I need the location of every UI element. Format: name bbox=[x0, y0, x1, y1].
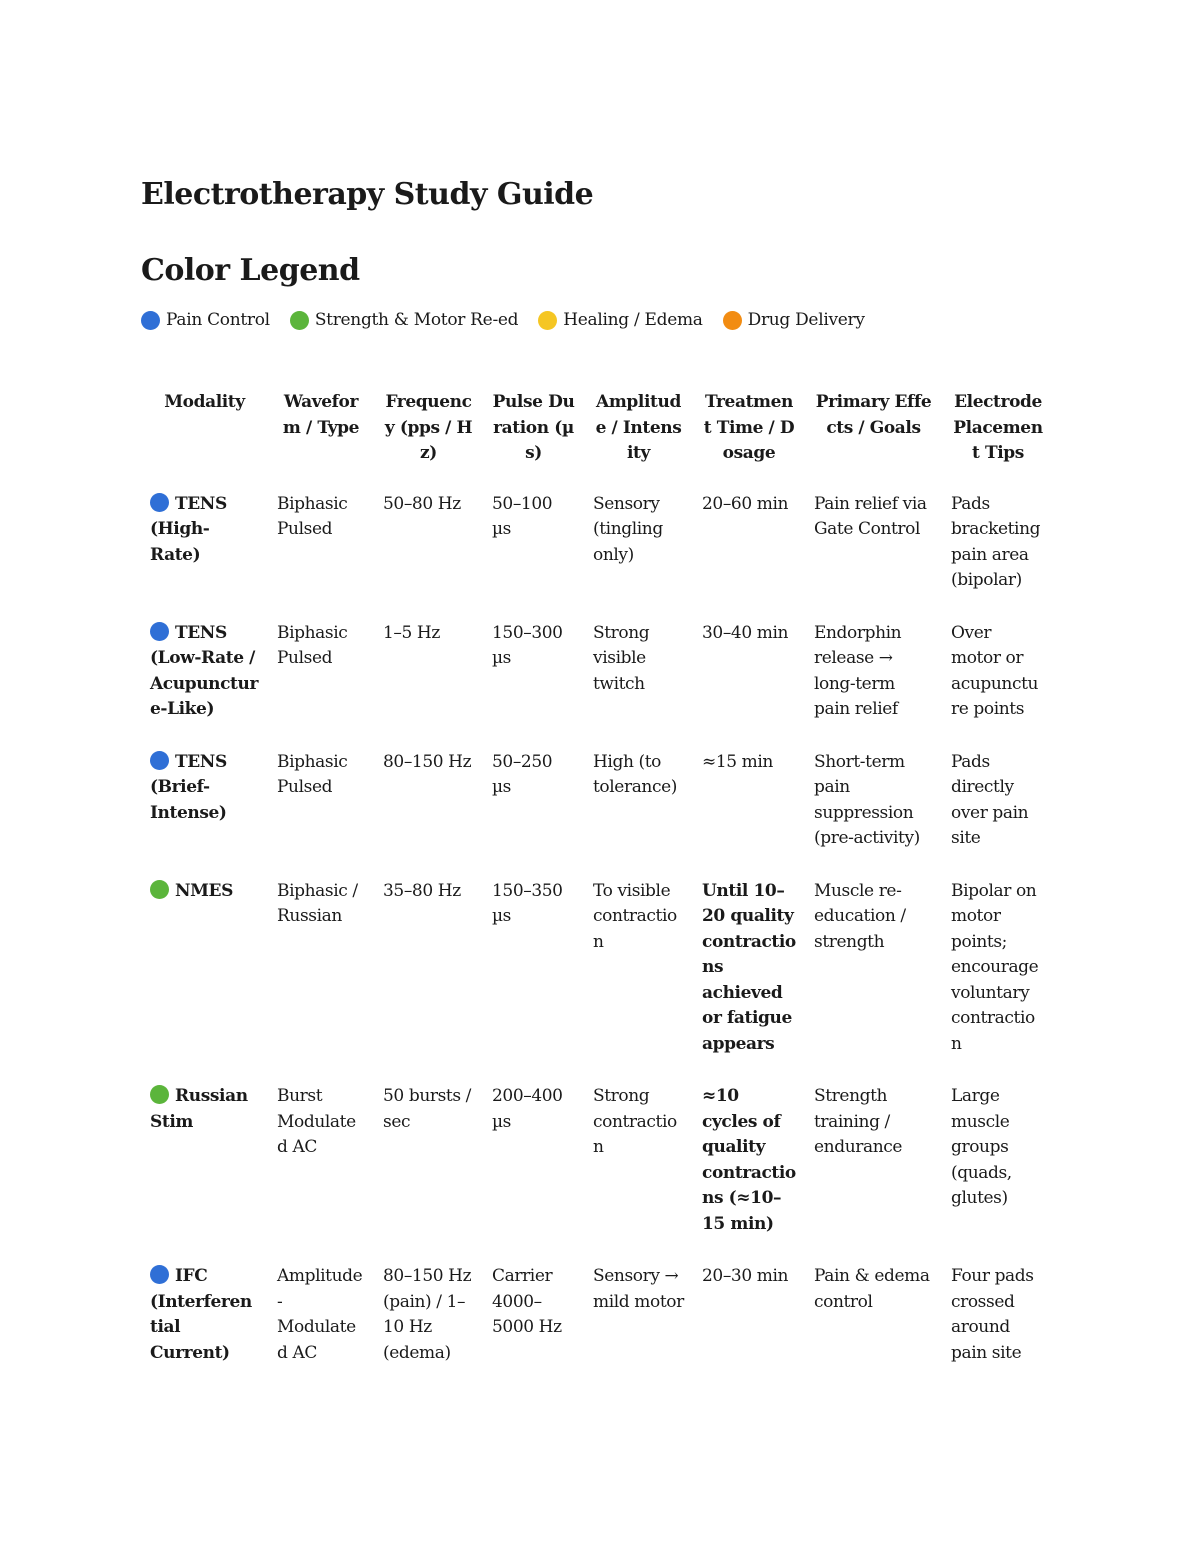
modality-name: TENS (High-Rate) bbox=[150, 493, 227, 565]
yellow-circle-icon bbox=[538, 311, 557, 330]
table-cell: Burst Modulated AC bbox=[277, 1086, 356, 1157]
table-cell bbox=[141, 743, 268, 872]
table-cell: Biphasic Pulsed bbox=[277, 622, 348, 668]
table-cell bbox=[141, 485, 268, 614]
table-cell: Pain & edema control bbox=[814, 1266, 930, 1312]
green-circle-icon bbox=[290, 311, 309, 330]
column-header: Waveform / Type bbox=[282, 392, 360, 438]
table-cell: 20–60 min bbox=[702, 493, 789, 514]
table-cell: Biphasic / Russian bbox=[277, 880, 358, 926]
table-cell: 50–250 µs bbox=[492, 751, 553, 797]
modality-name: TENS (Low-Rate / Acupuncture-Like) bbox=[150, 622, 259, 719]
legend-label: Healing / Edema bbox=[563, 310, 703, 330]
table-cell: Biphasic Pulsed bbox=[277, 751, 348, 797]
blue-circle-icon bbox=[150, 622, 169, 641]
legend-label: Drug Delivery bbox=[747, 310, 865, 330]
table-cell: Strength training / endurance bbox=[814, 1086, 903, 1157]
legend-label: Pain Control bbox=[166, 310, 270, 330]
table-cell: 80–150 Hz bbox=[383, 751, 472, 772]
table-cell: Over motor or acupuncture points bbox=[951, 622, 1039, 719]
table-cell: 35–80 Hz bbox=[383, 880, 461, 901]
table-row bbox=[141, 1257, 1054, 1386]
table-cell: Pain relief via Gate Control bbox=[814, 493, 927, 539]
table-cell: Four pads crossed around pain site bbox=[951, 1266, 1034, 1363]
column-header: Frequency (pps / Hz) bbox=[384, 392, 473, 463]
table-cell: ≈10 cycles of quality contractions (≈10–15 min) bbox=[702, 1086, 796, 1234]
modality-name: Russian Stim bbox=[150, 1086, 248, 1132]
table-cell: Endorphin release → long-term pain relief bbox=[814, 622, 902, 719]
modality-name: NMES bbox=[175, 880, 233, 901]
column-header: Modality bbox=[164, 392, 245, 412]
table-cell bbox=[141, 1077, 268, 1257]
table-cell bbox=[141, 614, 268, 743]
table-cell: 50–100 µs bbox=[492, 493, 553, 539]
table-cell: Pads directly over pain site bbox=[951, 751, 1029, 848]
table-cell: 50–80 Hz bbox=[383, 493, 461, 514]
table-body bbox=[141, 485, 1054, 1387]
table-cell: Pads bracketing pain area (bipolar) bbox=[951, 493, 1041, 590]
column-header: Electrode Placement Tips bbox=[953, 392, 1043, 463]
table-cell: Short-term pain suppression (pre-activity) bbox=[814, 751, 920, 848]
table-cell: Sensory (tingling only) bbox=[593, 493, 663, 565]
table-cell: Strong contraction bbox=[593, 1086, 677, 1157]
table-cell: Bipolar on motor points; encourage voluntary contraction bbox=[951, 880, 1039, 1054]
legend-item bbox=[723, 308, 865, 332]
document-page bbox=[141, 172, 1061, 1386]
table-row bbox=[141, 485, 1054, 614]
legend-item bbox=[141, 308, 270, 332]
legend-label: Strength & Motor Re-ed bbox=[314, 310, 519, 330]
table-cell: 150–350 µs bbox=[492, 880, 563, 926]
table-row bbox=[141, 872, 1054, 1078]
table-cell: 20–30 min bbox=[702, 1266, 789, 1286]
table-cell: Amplitude-Modulated AC bbox=[277, 1266, 363, 1363]
table-cell bbox=[141, 1257, 268, 1386]
table-cell: 200–400 µs bbox=[492, 1086, 563, 1132]
modality-name: TENS (Brief-Intense) bbox=[150, 751, 227, 823]
column-header: Treatment Time / Dosage bbox=[703, 392, 795, 463]
column-header: Pulse Duration (µs) bbox=[492, 392, 575, 463]
legend-item bbox=[290, 308, 518, 332]
orange-circle-icon bbox=[723, 311, 742, 330]
table-cell: Strong visible twitch bbox=[593, 622, 650, 694]
column-header: Amplitude / Intensity bbox=[595, 392, 682, 463]
table-cell: Biphasic Pulsed bbox=[277, 493, 348, 539]
table-row bbox=[141, 1077, 1054, 1257]
color-legend bbox=[141, 308, 1061, 332]
table-cell: Until 10–20 quality contractions achieved or fatigue appears bbox=[702, 880, 796, 1054]
table-cell: Muscle re-education / strength bbox=[814, 880, 906, 952]
blue-circle-icon bbox=[150, 493, 169, 512]
table-header-row bbox=[141, 384, 1054, 485]
table-cell: 80–150 Hz (pain) / 1–10 Hz (edema) bbox=[383, 1266, 472, 1363]
table-cell: 1–5 Hz bbox=[383, 622, 440, 643]
table-cell: 50 bursts / sec bbox=[383, 1086, 472, 1132]
modality-name: IFC (Interferential Current) bbox=[150, 1266, 252, 1363]
table-cell: Sensory → mild motor bbox=[593, 1266, 684, 1312]
blue-circle-icon bbox=[150, 1265, 169, 1284]
document-title: Electrotherapy Study Guide bbox=[141, 177, 594, 212]
blue-circle-icon bbox=[141, 311, 160, 330]
blue-circle-icon bbox=[150, 751, 169, 770]
table-cell: Carrier 4000–5000 Hz bbox=[492, 1266, 562, 1337]
table-cell: To visible contraction bbox=[593, 880, 677, 952]
table-cell: Large muscle groups (quads, glutes) bbox=[951, 1086, 1012, 1208]
table-row bbox=[141, 743, 1054, 872]
table-cell: High (to tolerance) bbox=[593, 751, 677, 797]
table-cell bbox=[141, 872, 268, 1078]
legend-item bbox=[538, 308, 702, 332]
column-header: Primary Effects / Goals bbox=[815, 392, 932, 438]
green-circle-icon bbox=[150, 880, 169, 899]
modality-table bbox=[141, 384, 1054, 1386]
legend-heading: Color Legend bbox=[141, 253, 360, 288]
table-cell: 30–40 min bbox=[702, 622, 789, 643]
table-cell: ≈15 min bbox=[702, 751, 773, 772]
green-circle-icon bbox=[150, 1085, 169, 1104]
table-cell: 150–300 µs bbox=[492, 622, 563, 668]
table-row bbox=[141, 614, 1054, 743]
